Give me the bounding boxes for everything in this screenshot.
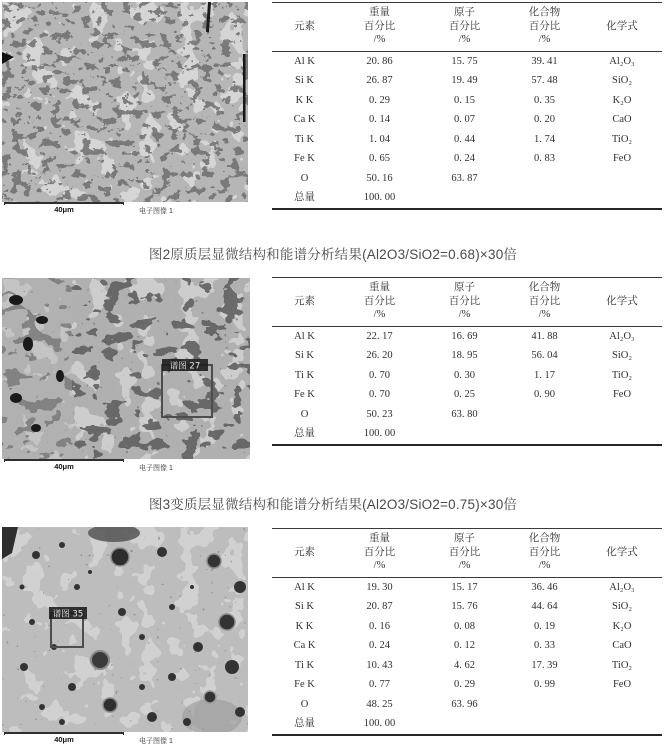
table-header-cell: 化合物 百分比 /% [528,7,561,45]
table-cell-atomic-pct: 0. 07 [454,114,475,125]
table-cell-compound-pct: 17. 39 [531,659,558,671]
table-cell-atomic-pct: 15. 75 [451,55,478,67]
table-cell-compound-pct: 36. 46 [531,581,558,593]
table-cell-weight-pct: 0. 65 [369,153,390,164]
table-cell-compound-pct: 0. 83 [534,153,555,164]
table-header-cell: 重量 百分比 /% [363,7,396,45]
scale-bar-label: 40μm [54,735,74,744]
table-row [272,675,662,695]
scale-bar [4,202,124,214]
spectrum-label: 谱图 35 [52,609,84,620]
table-cell-element: Fe K [294,679,315,690]
detector-label: 电子图像 1 [139,465,173,472]
table-cell-weight-pct: 50. 23 [366,408,393,420]
table-header-cell: 原子 百分比 /% [448,282,481,320]
pore-feature [56,370,64,382]
table-cell-compound-pct [507,188,582,209]
scale-bar-strip [2,202,252,216]
table-cell-formula: FeO [612,153,632,164]
table-cell-atomic-pct: 0. 24 [454,153,475,164]
table-cell-atomic-pct: 0. 15 [454,94,475,106]
table-cell-compound-pct: 39. 41 [531,55,558,67]
table-cell-weight-pct: 22. 17 [366,330,393,342]
table-cell-weight-pct: 20. 86 [366,55,393,67]
table-cell-formula: Al₂O₃ [609,581,635,593]
table-cell-atomic-pct: 18. 95 [451,350,478,361]
table-cell-element: Ca K [293,640,316,651]
table-cell-atomic-pct: 63. 87 [451,172,478,184]
table-cell-compound-pct: 1. 74 [534,133,555,145]
table-cell-compound-pct: 1. 17 [534,369,555,381]
table-header-cell: 化学式 [606,295,638,307]
table-row [272,91,662,111]
table-cell-element: 总量 [294,718,315,729]
figure-caption-2: 图2原质层显微结构和能谱分析结果(Al2O3/SiO2=0.68)×30倍 [148,247,518,262]
spectrum-label: 谱图 27 [169,361,201,372]
scale-bar [4,732,124,744]
table-cell-formula [582,405,662,425]
table-row [272,110,662,130]
table-cell-element: 总量 [294,428,315,439]
edge-feature [243,54,246,122]
table-cell-atomic-pct [422,188,507,209]
table-header-cell: 元素 [294,546,315,558]
table-cell-formula: SiO₂ [611,350,632,361]
table-cell-formula: TiO₂ [611,369,633,381]
table-cell-formula: CaO [612,640,632,651]
table-header-cell: 原子 百分比 /% [448,7,481,45]
table-row [272,695,662,715]
table-cell-compound-pct [507,169,582,189]
table-row [272,597,662,617]
table-cell-weight-pct: 100. 00 [363,428,396,439]
table-cell-element: Si K [295,601,314,612]
table-cell-element: Ti K [294,369,315,381]
table-cell-compound-pct: 0. 99 [534,679,555,690]
table-cell-weight-pct: 48. 25 [366,698,393,710]
table-cell-element: Al K [294,55,315,67]
table-cell-formula [582,169,662,189]
table-cell-compound-pct [507,424,582,445]
table-cell-compound-pct: 57. 48 [531,75,558,86]
table-cell-formula: Al₂O₃ [609,330,635,342]
detector-label: 电子图像 1 [139,208,173,215]
table-row [272,130,662,150]
table-row [272,169,662,189]
table-cell-compound-pct: 0. 19 [534,620,555,632]
table-row [272,326,662,346]
scale-bar-strip [2,732,252,746]
table-header-row [272,278,662,327]
table-header-cell: 原子 百分比 /% [448,533,481,571]
table-cell-element: K K [295,94,314,106]
table-cell-compound-pct: 41. 88 [531,330,558,342]
table-cell-element: Fe K [294,389,315,400]
table-cell-compound-pct [507,695,582,715]
table-cell-atomic-pct: 0. 25 [454,389,475,400]
table-cell-atomic-pct: 0. 30 [454,369,475,381]
scale-bar-label: 40μm [54,205,74,214]
table-cell-formula: Al₂O₃ [609,55,635,67]
table-cell-weight-pct: 1. 04 [369,133,390,145]
eds-table-bubbled-layer [272,528,662,736]
table-row [272,385,662,405]
table-header-cell: 重量 百分比 /% [363,533,396,571]
table-cell-weight-pct: 0. 29 [369,94,390,106]
table-cell-weight-pct: 19. 30 [366,581,393,593]
table-cell-element: Ti K [294,133,315,145]
table-cell-weight-pct: 100. 00 [363,192,396,203]
table-cell-formula: CaO [612,114,632,125]
table-cell-formula [582,695,662,715]
table-cell-atomic-pct: 0. 44 [454,133,475,145]
table-row [272,617,662,637]
table-row [272,149,662,169]
table-cell-atomic-pct: 0. 29 [454,679,475,690]
scale-bar-label: 40μm [54,462,74,471]
table-header-cell: 重量 百分比 /% [363,282,396,320]
table-cell-element: Si K [295,350,314,361]
table-cell-element: O [300,172,309,184]
table-cell-weight-pct: 0. 70 [369,389,390,400]
table-cell-atomic-pct: 4. 62 [454,659,475,671]
table-header-row [272,529,662,578]
table-cell-formula [582,714,662,735]
table-header-cell: 化合物 百分比 /% [528,533,561,571]
table-header-row [272,3,662,52]
table-cell-formula [582,424,662,445]
table-cell-formula: FeO [612,389,632,400]
table-cell-compound-pct: 0. 20 [534,114,555,125]
table-cell-element: Fe K [294,153,315,164]
table-row [272,346,662,366]
sem-image [2,527,248,732]
table-row [272,714,662,735]
table-cell-element: Al K [294,330,315,342]
sem-micrograph-altered-layer [2,278,250,459]
table-cell-compound-pct [507,405,582,425]
table-cell-weight-pct: 100. 00 [363,718,396,729]
table-cell-atomic-pct [422,424,507,445]
table-cell-weight-pct: 0. 24 [369,640,390,651]
pore-feature [10,393,22,403]
table-cell-formula: FeO [612,679,632,690]
eds-table-original-layer [272,2,662,210]
table-cell-element: Ti K [294,659,315,671]
table-header-cell: 化合物 百分比 /% [528,282,561,320]
table-cell-formula: TiO₂ [611,133,633,145]
table-row [272,656,662,676]
table-cell-element: K K [295,620,314,632]
table-cell-atomic-pct: 0. 12 [454,640,475,651]
eds-table-altered-layer [272,277,662,446]
table-cell-element: Al K [294,581,315,593]
sem-image [2,278,250,459]
table-cell-compound-pct: 56. 04 [531,350,558,361]
table-cell-weight-pct: 10. 43 [366,659,393,671]
table-row [272,577,662,597]
sem-image [2,2,248,202]
table-cell-formula: K₂O [612,620,632,632]
table-cell-weight-pct: 26. 87 [366,75,393,86]
table-row [272,51,662,71]
pore-feature [36,316,48,324]
table-row [272,424,662,445]
table-cell-formula: K₂O [612,94,632,106]
table-cell-compound-pct [507,714,582,735]
table-cell-formula: SiO₂ [611,601,632,612]
table-cell-element: O [300,408,309,420]
pore-feature [31,424,41,432]
table-cell-compound-pct: 0. 33 [534,640,555,651]
table-header-cell: 化学式 [606,546,638,558]
detector-label: 电子图像 1 [139,738,173,745]
scale-bar-strip [2,459,252,473]
sem-micrograph-original-layer [2,2,248,202]
table-header-cell: 化学式 [606,20,638,32]
table-cell-formula: TiO₂ [611,659,633,671]
table-row [272,366,662,386]
table-cell-atomic-pct [422,714,507,735]
table-cell-atomic-pct: 19. 49 [451,75,478,86]
table-row [272,405,662,425]
table-cell-atomic-pct: 15. 76 [451,601,478,612]
table-cell-weight-pct: 0. 77 [369,679,390,690]
table-row [272,188,662,209]
table-cell-compound-pct: 0. 90 [534,389,555,400]
table-cell-weight-pct: 20. 87 [366,601,393,612]
table-cell-formula [582,188,662,209]
table-cell-weight-pct: 26. 20 [366,350,393,361]
table-cell-element: O [300,698,309,710]
table-cell-formula: SiO₂ [611,75,632,86]
table-cell-element: Si K [295,75,314,86]
table-header-cell: 元素 [294,295,315,307]
table-row [272,71,662,91]
table-cell-compound-pct: 0. 35 [534,94,555,106]
table-cell-weight-pct: 50. 16 [366,172,393,184]
table-cell-weight-pct: 0. 14 [369,114,390,125]
table-cell-atomic-pct: 63. 80 [451,408,478,420]
table-cell-weight-pct: 0. 70 [369,369,390,381]
table-row [272,636,662,656]
pore-feature [23,337,33,351]
pore-feature [9,295,23,305]
table-cell-weight-pct: 0. 16 [369,620,390,632]
table-cell-element: Ca K [293,114,316,125]
table-header-cell: 元素 [294,20,315,32]
figure-caption-3: 图3变质层显微结构和能谱分析结果(Al2O3/SiO2=0.75)×30倍 [148,497,518,512]
table-cell-atomic-pct: 15. 17 [451,581,478,593]
table-cell-element: 总量 [294,192,315,203]
table-cell-atomic-pct: 16. 69 [451,330,478,342]
sem-micrograph-bubbled-layer [2,527,248,732]
table-cell-atomic-pct: 63. 96 [451,698,478,710]
table-cell-atomic-pct: 0. 08 [454,620,475,632]
scale-bar [4,459,124,471]
table-cell-compound-pct: 44. 64 [531,601,558,612]
